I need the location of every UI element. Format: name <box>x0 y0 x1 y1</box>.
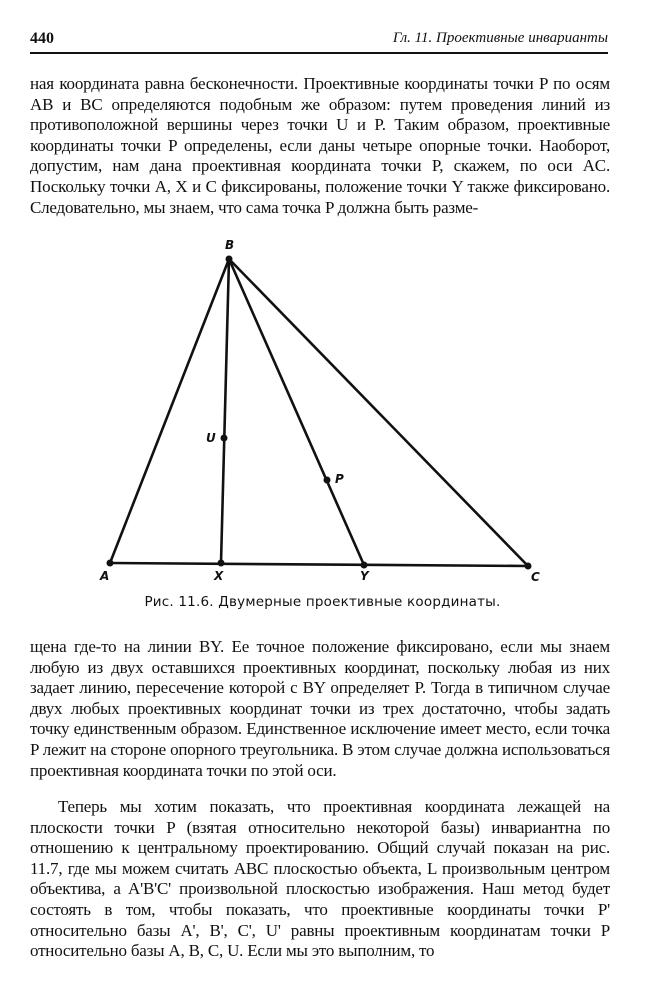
point-U <box>221 435 228 442</box>
figure-11-6 <box>0 230 645 585</box>
paragraph-2: щена где-то на линии BY. Ее точное положение фиксировано, если мы знаем любую из двух оставшихся проективных координат, поскольку любая из них задает линию, пересечение которой с BY определяет P. Тогда в типичном случае двух любых проективных координат точки из трех достаточно, чтобы задать точку единственным образом. Единственное исключение имеет место, если точка P лежит на стороне опорного треугольника. В этом случае должна использоваться проективная координата точки по этой оси. <box>30 637 610 780</box>
point-X <box>218 560 225 567</box>
label-C: C <box>531 570 540 584</box>
figure-caption: Рис. 11.6. Двумерные проективные координаты. <box>144 594 501 610</box>
label-P: P <box>335 472 344 486</box>
page-number: 440 <box>30 30 54 47</box>
segment-BX <box>221 259 229 563</box>
running-head: Гл. 11. Проективные инварианты <box>392 30 608 46</box>
point-Y <box>361 562 368 569</box>
paragraph-3: Теперь мы хотим показать, что проективная координата лежащей на плоскости точки P (взятая относительно некоторой базы) инвариантна по отношению к центральному проектированию. Общий случай показан на рис. 11.7, где мы можем считать ABC плоскостью объекта, L произвольным центром объектива, a A'B'C' произвольной плоскостью изображения. Наш метод будет состоять в том, чтобы показать, что проективные координаты точки P' относительно базы A', B', C', U' равны проективным координатам точки P относительно базы A, B, C, U. Если мы это выполним, то <box>30 797 610 961</box>
paragraph-1: ная координата равна бесконечности. Проективные координаты точки P по осям AB и BC определяются подобным же образом: путем проведения линий из противоположной вершины через точки U и P. Таким образом, проективные координаты точки P определены, если даны четыре опорные точки. Наоборот, допустим, нам дана проективная координата точки P, скажем, по оси AC. Поскольку точки A, X и C фиксированы, положение точки Y также фиксировано. Следовательно, мы знаем, что сама точка P должна быть разме- <box>30 74 610 217</box>
point-A <box>107 560 114 567</box>
label-A: A <box>100 569 110 583</box>
label-Y: Y <box>360 569 369 583</box>
page-header <box>30 30 608 50</box>
segment-BY <box>229 259 364 565</box>
segment-BC <box>229 259 528 566</box>
segment-AB <box>110 259 229 563</box>
segment-AC <box>110 563 528 566</box>
label-U: U <box>206 431 216 445</box>
point-P <box>324 477 331 484</box>
point-B <box>226 256 233 263</box>
label-X: X <box>214 569 224 583</box>
label-B: B <box>225 238 235 252</box>
header-rule <box>30 52 608 54</box>
point-C <box>525 563 532 570</box>
